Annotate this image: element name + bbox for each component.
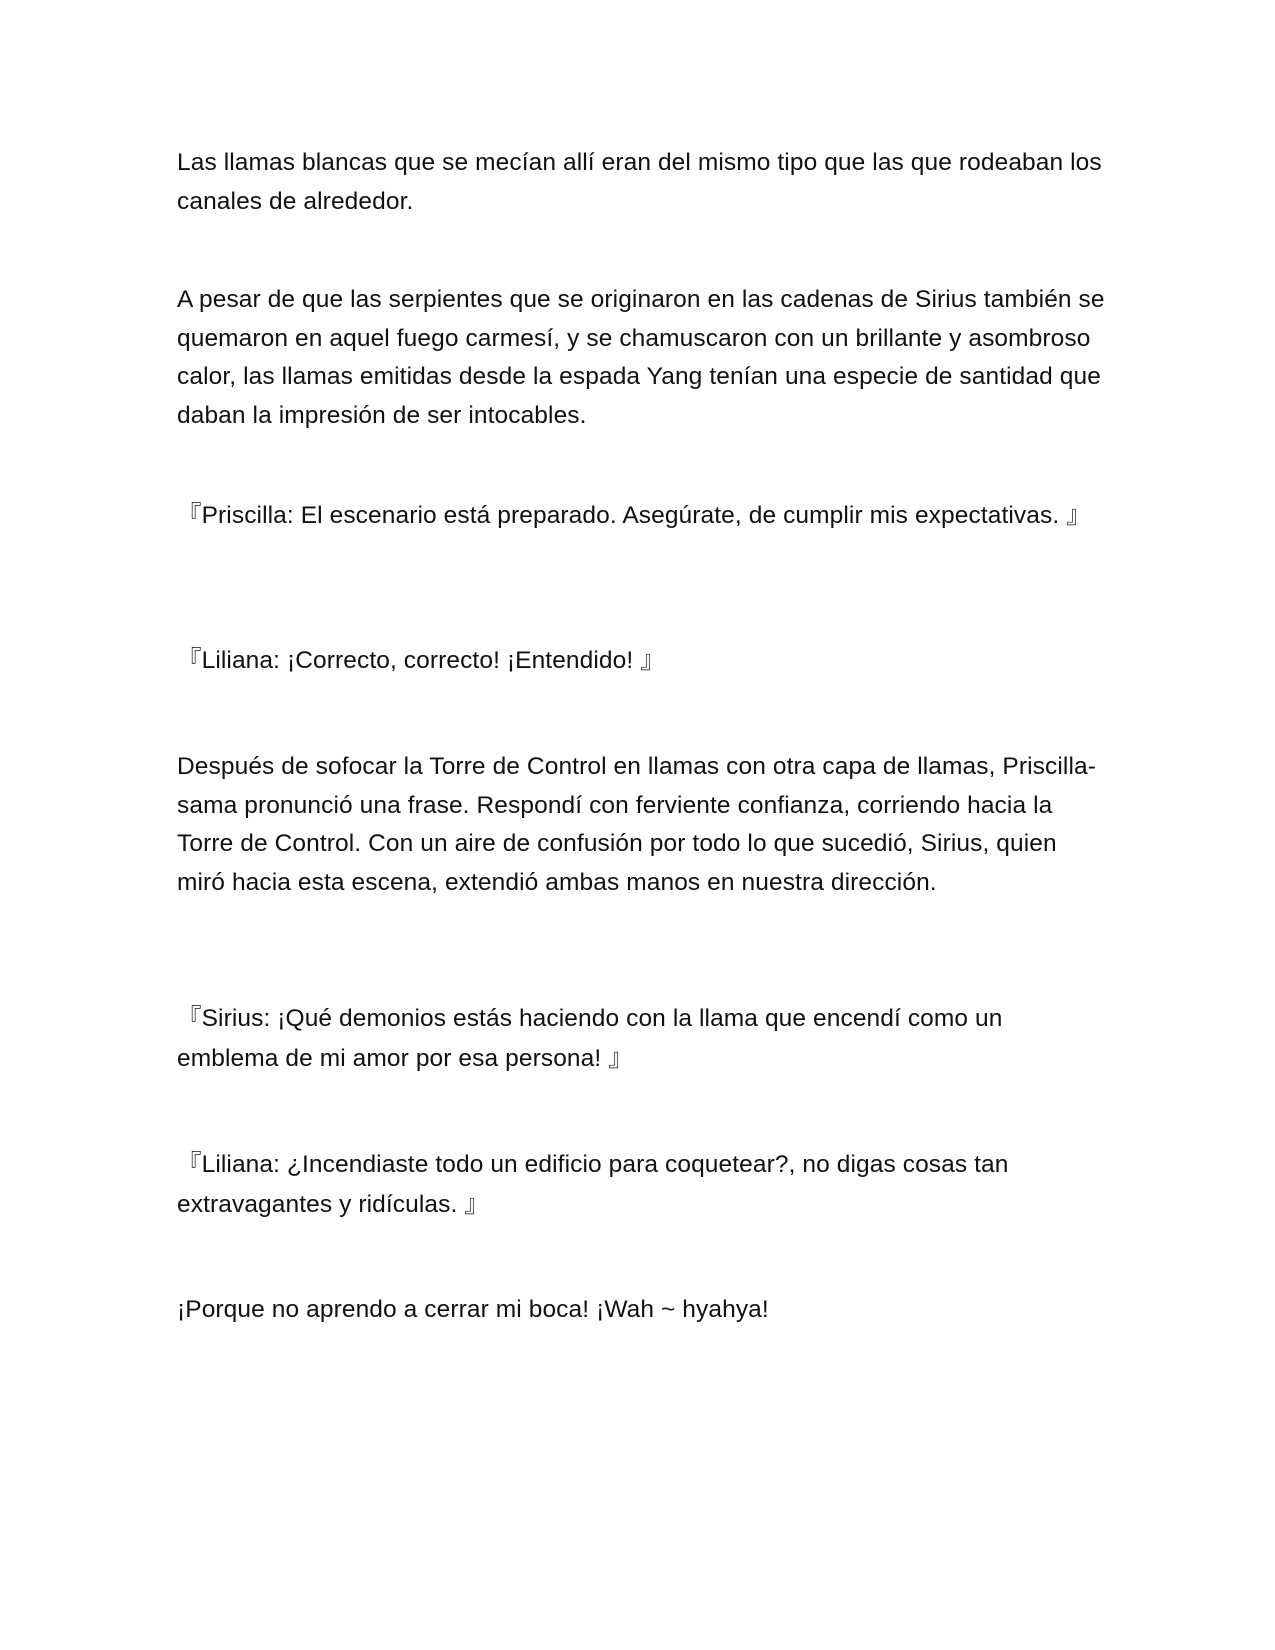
dialog-liliana-understood: 『Liliana: ¡Correcto, correcto! ¡Entendido! 』 — [177, 647, 665, 674]
paragraph-white-flames: Las llamas blancas que se mecían allí eran del mismo tipo que las que rodeaban los canales de alrededor. — [177, 149, 1102, 215]
paragraph-closing-line: ¡Porque no aprendo a cerrar mi boca! ¡Wah ~ hyahya! — [177, 1296, 769, 1323]
dialog-sirius: 『Sirius: ¡Qué demonios estás haciendo con la llama que encendí como un emblema de mi amor por esa persona! 』 — [177, 1005, 1003, 1072]
dialog-liliana-flirt: 『Liliana: ¿Incendiaste todo un edificio para coquetear?, no digas cosas tan extravagantes y ridículas. 』 — [177, 1151, 1009, 1218]
paragraph-serpents-flames: A pesar de que las serpientes que se originaron en las cadenas de Sirius también se quemaron en aquel fuego carmesí, y se chamuscaron con un brillante y asombroso calor, las llamas emitidas desde la espada Yang tenían una especie de santidad que daban la impresión de ser intocables. — [177, 286, 1105, 429]
paragraph-control-tower: Después de sofocar la Torre de Control en llamas con otra capa de llamas, Priscilla-sama pronunció una frase. Respondí con ferviente confianza, corriendo hacia la Torre de Control. Con un aire de confusión por todo lo que sucedió, Sirius, quien miró hacia esta escena, extendió ambas manos en nuestra dirección. — [177, 753, 1096, 896]
dialog-priscilla: 『Priscilla: El escenario está preparado. Asegúrate, de cumplir mis expectativas. 』 — [177, 502, 1091, 529]
